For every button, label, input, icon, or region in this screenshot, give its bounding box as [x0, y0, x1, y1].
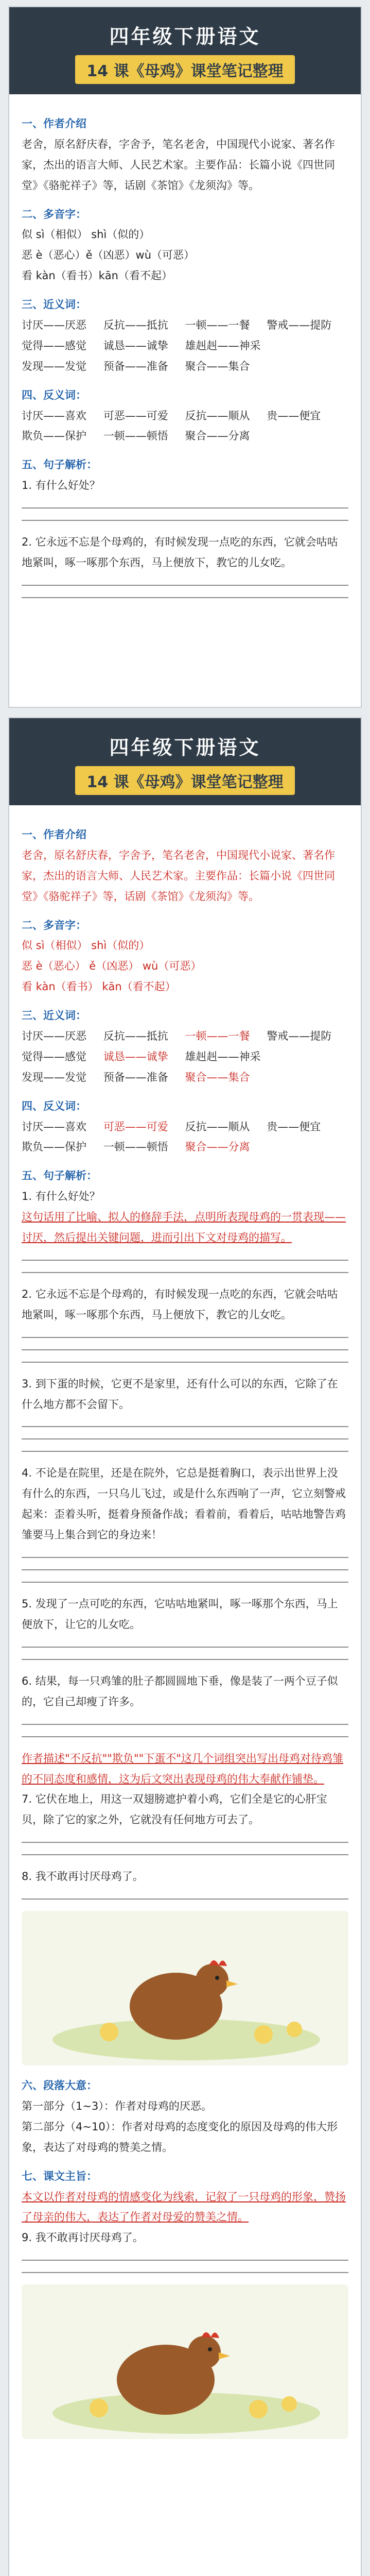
question: 1. 有什么好处？	[22, 479, 100, 492]
polyphone-row: 似 sì（相似） shì（似的）	[22, 939, 150, 952]
synonym-pair: 讨厌——厌恶	[22, 1030, 86, 1043]
answer-line	[22, 1659, 348, 1660]
synonym-pair: 诚恳——诚挚	[103, 1050, 168, 1063]
polyphone-row: 看 kàn（看书）kān（看不起）	[22, 269, 172, 282]
synonym-pair: 警戒——提防	[267, 1030, 332, 1043]
chick	[281, 2396, 297, 2412]
antonym-pair: 反抗——顺从	[185, 1120, 250, 1133]
section-title: 七、课文主旨：	[22, 2170, 97, 2182]
chick	[90, 2399, 108, 2417]
section-title: 四、反义词：	[22, 1099, 86, 1112]
answer-line	[22, 1842, 348, 1843]
chick	[100, 2023, 118, 2041]
answer-line	[22, 1426, 348, 1427]
antonym-pair: 欺负——保护	[22, 1141, 86, 1154]
synonym-pair: 发现——发觉	[22, 360, 86, 372]
paragraph-summary: 第一部分（1~3）：作者对母鸡的厌恶。	[22, 2099, 212, 2112]
polyphone-row: 似 sì（相似） shì（似的）	[22, 228, 150, 241]
author-intro: 老舍，原名舒庆春，字舍予，笔名老舍，中国现代小说家、著名作家，杰出的语言大师、人民艺术家。主要作品：长篇小说《四世同堂》《骆驼祥子》等，话剧《茶馆》《龙须沟》等。	[22, 138, 335, 192]
banner-grade: 四年级下册语文	[109, 736, 261, 759]
answer-line	[22, 1899, 348, 1900]
chick-illustration	[22, 1911, 348, 2065]
answer-text: 这句话用了比喻、拟人的修辞手法，点明所表现母鸡的一贯表现——讨厌，然后提出关键问题，进而引出下文对母鸡的描写。	[22, 1211, 346, 1244]
notes-sheet-1	[8, 6, 362, 708]
synonym-pair: 反抗——抵抗	[103, 1030, 168, 1043]
synonym-pair: 一顿——一餐	[185, 1030, 250, 1043]
section-title: 五、句子解析：	[22, 459, 97, 471]
question: 2. 它永远不忘是个母鸡的，有时候发现一点吃的东西，它就会咕咕地紧叫，啄一啄那个东西，马上便放下，教它的儿女吃。	[22, 536, 338, 569]
synonym-pair: 觉得——感觉	[22, 339, 86, 352]
synonym-row	[22, 1047, 348, 1067]
antonym-row	[22, 426, 348, 447]
banner-grade: 四年级下册语文	[109, 25, 261, 48]
synonym-pair: 反抗——抵抗	[103, 319, 168, 332]
answer-line	[22, 1451, 348, 1452]
synonym-pair: 发现——发觉	[22, 1071, 86, 1083]
question: 9. 我不敢再讨厌母鸡了。	[22, 2231, 144, 2244]
polyphone-row: 看 kàn（看书） kān（看不起）	[22, 980, 176, 993]
chick	[249, 2400, 268, 2418]
banner	[9, 7, 361, 94]
question: 5. 发现了一点可吃的东西，它咕咕地紧叫，啄一啄那个东西，马上便放下，让它的儿女吃。	[22, 1598, 338, 1631]
section-title: 一、作者介绍	[22, 828, 86, 841]
hen-head	[188, 2336, 221, 2369]
main-idea: 本文以作者对母鸡的情感变化为线索，记叙了一只母鸡的形象，赞扬了母亲的伟大，表达了作者对母爱的赞美之情。	[22, 2190, 346, 2224]
banner-lesson: 14 课《母鸡》课堂笔记整理	[75, 55, 294, 84]
section-title: 四、反义词：	[22, 388, 86, 401]
synonym-row	[22, 357, 348, 377]
synonym-pair: 预备——准备	[103, 360, 168, 372]
answer-line	[22, 1736, 348, 1737]
polyphone-row: 恶 è（恶心）ě（凶恶）wù（可恶）	[22, 249, 195, 262]
antonym-pair: 可恶——可爱	[103, 409, 168, 422]
hen-beak	[219, 2352, 230, 2359]
synonym-pair: 觉得——感觉	[22, 1050, 86, 1063]
paragraph-summary: 第二部分（4~10）：作者对母鸡的态度变化的原因及母鸡的伟大形象，表达了对母鸡的赞美之情。	[22, 2120, 338, 2154]
answer-line	[22, 1557, 348, 1558]
section-title: 三、近义词：	[22, 1009, 86, 1022]
synonym-pair: 诚恳——诚挚	[103, 339, 168, 352]
answer-line	[22, 1647, 348, 1648]
synonym-pair: 聚合——集合	[185, 1071, 250, 1083]
answer-line	[22, 1854, 348, 1855]
synonym-row	[22, 315, 348, 336]
answer-line	[22, 1349, 348, 1350]
section-title: 六、段落大意：	[22, 2079, 97, 2092]
answer-line	[22, 1272, 348, 1273]
notes-sheet-2	[8, 717, 362, 2576]
hen-eye	[215, 1976, 219, 1980]
question: 8. 我不敢再讨厌母鸡了。	[22, 1870, 144, 1883]
synonym-pair: 警戒——提防	[267, 319, 332, 332]
answer-line	[22, 1337, 348, 1338]
antonym-pair: 讨厌——喜欢	[22, 1120, 86, 1133]
chick	[254, 2025, 273, 2044]
question: 4. 不论是在院里，还是在院外，它总是挺着胸口，表示出世界上没有什么的东西，一只乌儿飞过，或是什么东西响了一声，它立刻警戒起来：歪着头听，挺着身预备作战；看着前，看着后，咕咕地警告鸡雏要马上集合到它的身边来！	[22, 1467, 346, 1541]
question: 3. 到下蛋的时候，它更不是家里，还有什么可以的东西，它除了在什么地方都不会留下。	[22, 1377, 338, 1411]
antonym-pair: 贵——便宜	[267, 409, 321, 422]
section-title: 一、作者介绍	[22, 117, 86, 130]
synonym-pair: 预备——准备	[103, 1071, 168, 1083]
antonym-row	[22, 1117, 348, 1138]
antonym-pair: 一顿——顿悟	[103, 1141, 168, 1154]
antonym-pair: 聚合——分离	[185, 1141, 250, 1154]
answer-line	[22, 1438, 348, 1439]
synonym-pair: 讨厌——厌恶	[22, 319, 86, 332]
answer-line	[22, 2260, 348, 2261]
answer-line	[22, 1582, 348, 1583]
author-intro: 老舍，原名舒庆春，字舍予，笔名老舍，中国现代小说家、著名作家，杰出的语言大师、人民艺术家。主要作品：长篇小说《四世同堂》《骆驼祥子》等，话剧《茶馆》《龙须沟》等。	[22, 849, 335, 903]
banner-lesson: 14 课《母鸡》课堂笔记整理	[75, 766, 294, 795]
answer-line	[22, 1362, 348, 1363]
question: 7. 它伏在地上，用这一双翅膀遮护着小鸡，它们全是它的心肝宝贝，除了它的家之外，它就没有任何地方可去了。	[22, 1793, 327, 1826]
synonym-pair: 聚合——集合	[185, 360, 250, 372]
analysis-text: 作者描述"不反抗""欺负""下蛋不"这几个词组突出写出母鸡对待鸡雏的不同态度和感情，这为后文突出表现母鸡的伟大奉献作铺垫。	[22, 1752, 343, 1785]
answer-line	[22, 520, 348, 521]
chick	[287, 2022, 302, 2037]
notes-content	[9, 94, 361, 615]
answer-line	[22, 2272, 348, 2273]
synonym-row	[22, 336, 348, 357]
antonym-pair: 一顿——顿悟	[103, 430, 168, 443]
answer-line	[22, 1724, 348, 1725]
antonym-row	[22, 406, 348, 427]
polyphone-row: 恶 è（恶心） ě（凶恶） wù（可恶）	[22, 960, 202, 973]
answer-line	[22, 507, 348, 509]
answer-line	[22, 1260, 348, 1261]
hen-head	[196, 1964, 228, 1997]
question: 1. 有什么好处？	[22, 1190, 100, 1203]
antonym-pair: 聚合——分离	[185, 430, 250, 443]
antonym-pair: 讨厌——喜欢	[22, 409, 86, 422]
synonym-pair: 雄赳赳——神采	[185, 339, 261, 352]
synonym-pair: 一顿——一餐	[185, 319, 250, 332]
antonym-pair: 可恶——可爱	[103, 1120, 168, 1133]
antonym-pair: 欺负——保护	[22, 430, 86, 443]
answer-line	[22, 1569, 348, 1570]
antonym-row	[22, 1137, 348, 1158]
synonym-row	[22, 1067, 348, 1088]
notes-content	[9, 805, 361, 2454]
section-title: 三、近义词：	[22, 298, 86, 311]
antonym-pair: 反抗——顺从	[185, 409, 250, 422]
hen-beak	[226, 1980, 238, 1987]
antonym-pair: 贵——便宜	[267, 1120, 321, 1133]
synonym-pair: 雄赳赳——神采	[185, 1050, 261, 1063]
section-title: 五、句子解析：	[22, 1170, 97, 1182]
answer-line	[22, 597, 348, 598]
section-title: 二、多音字：	[22, 919, 86, 931]
question: 6. 结果，每一只鸡雏的肚子都圆圆地下垂，像是装了一两个豆子似的，它自己却瘦了许多。	[22, 1674, 338, 1708]
hen-eye	[208, 2347, 212, 2351]
answer-line	[22, 585, 348, 586]
chick-illustration	[22, 2284, 348, 2439]
question: 2. 它永远不忘是个母鸡的，有时候发现一点吃的东西，它就会咕咕地紧叫，啄一啄那个东西，马上便放下，教它的儿女吃。	[22, 1287, 338, 1321]
section-title: 二、多音字：	[22, 208, 86, 221]
banner	[9, 718, 361, 805]
synonym-row	[22, 1026, 348, 1047]
